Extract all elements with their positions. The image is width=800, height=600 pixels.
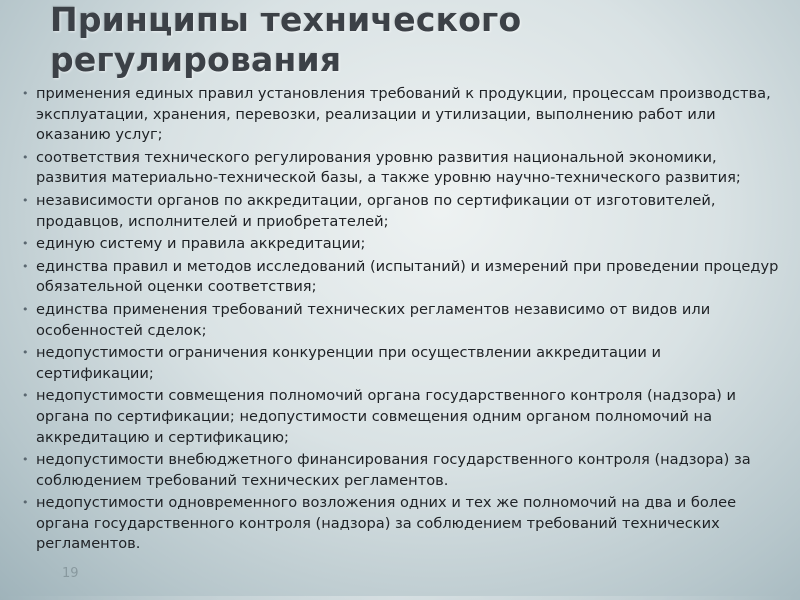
bullet-text: недопустимости совмещения полномочий органа государственного контроля (надзора) и органа по сертификации; недопустимости совмещения одним органом полномочий на аккредитацию и сертификацию;: [36, 387, 736, 446]
bullet-item: [22, 450, 782, 491]
bullet-text: применения единых правил установления требований к продукции, процессам производства, эксплуатации, хранения, перевозки, реализации и утилизации, выполнению работ или оказанию услуг;: [36, 85, 771, 144]
bullet-item: [22, 257, 782, 298]
bullet-dot-icon: •: [22, 389, 29, 403]
bullet-text: независимости органов по аккредитации, органов по сертификации от изготовителей, продавцов, исполнителей и приобретателей;: [36, 191, 716, 230]
bullet-dot-icon: •: [22, 193, 29, 207]
slide-title-line-2: регулирования: [50, 40, 342, 79]
bullet-dot-icon: •: [22, 237, 29, 251]
bullet-dot-icon: •: [22, 150, 29, 164]
bottom-divider: [0, 596, 800, 600]
bullet-list: [22, 84, 782, 557]
bullet-text: соответствия технического регулирования уровню развития национальной экономики, развития материально-технической базы, а также уровню научно-технического развития;: [36, 148, 741, 187]
bullet-dot-icon: •: [22, 259, 29, 273]
bullet-text: единства правил и методов исследований (испытаний) и измерений при проведении процедур обязательной оценки соответствия;: [36, 257, 779, 296]
bullet-item: [22, 300, 782, 341]
bullet-text: единства применения требований технических регламентов независимо от видов или особенностей сделок;: [36, 300, 711, 339]
slide-title: [50, 0, 770, 80]
bullet-item: [22, 84, 782, 146]
bullet-item: [22, 191, 782, 232]
bullet-item: [22, 343, 782, 384]
slide-title-line-1: Принципы технического: [50, 0, 522, 39]
bullet-text: недопустимости внебюджетного финансирования государственного контроля (надзора) за соблюдением требований технических регламентов.: [36, 451, 751, 489]
page-number: 19: [62, 566, 79, 581]
bullet-dot-icon: •: [22, 87, 29, 100]
bullet-dot-icon: •: [22, 496, 29, 510]
bullet-item: [22, 234, 782, 255]
bullet-text: недопустимости ограничения конкуренции при осуществлении аккредитации и сертификации;: [36, 344, 661, 382]
bullet-dot-icon: •: [22, 302, 29, 316]
bullet-dot-icon: •: [22, 346, 29, 360]
bullet-item: [22, 148, 782, 189]
bullet-item: [22, 386, 782, 448]
bullet-item: [22, 493, 782, 555]
bullet-text: недопустимости одновременного возложения одних и тех же полномочий на два и более органа государственного контроля (надзора) за соблюдением требований технических регламентов.: [36, 494, 737, 553]
bullet-text: единую систему и правила аккредитации;: [36, 235, 366, 253]
bullet-dot-icon: •: [22, 453, 29, 467]
